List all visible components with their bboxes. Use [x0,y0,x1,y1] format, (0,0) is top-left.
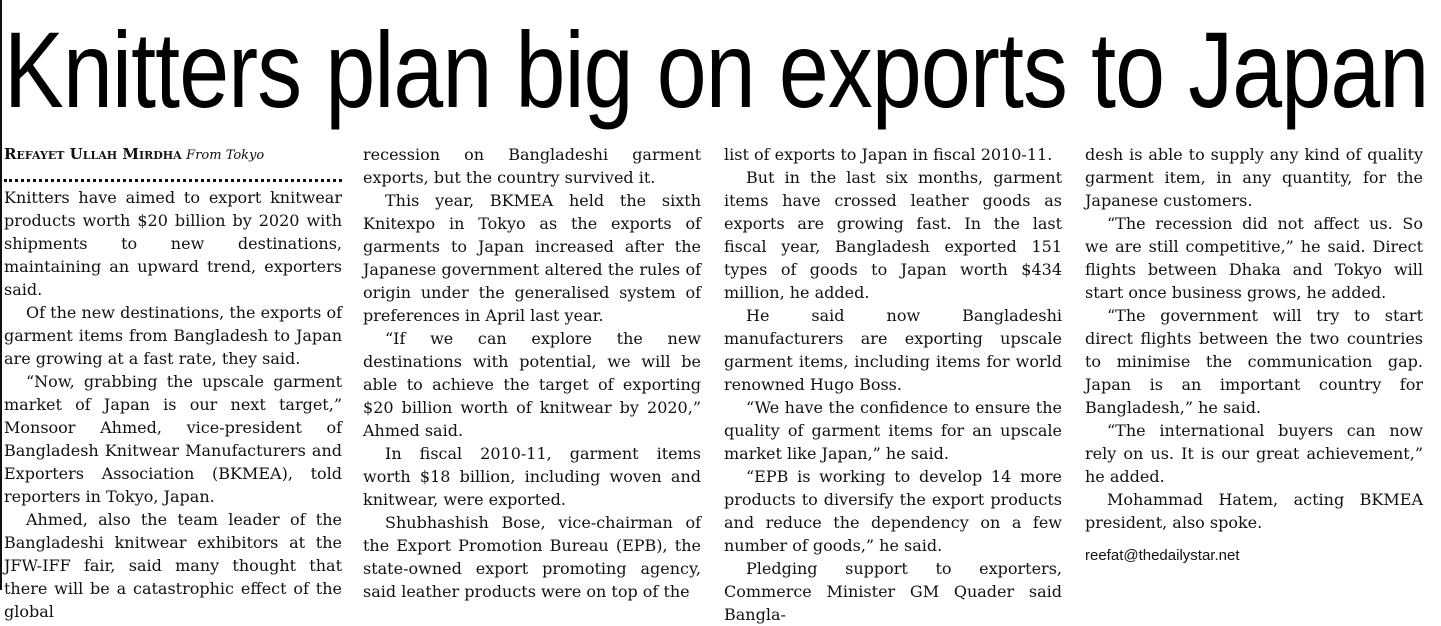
article-column-1 [4,143,342,621]
paragraph: desh is able to supply any kind of quality garment item, in any quantity, for the Japanese customers. [1085,145,1423,210]
paragraph: In fiscal 2010-11, garment items worth $18 billion, including woven and knitwear, were exported. [363,444,701,509]
paragraph: He said now Bangladeshi manufacturers are exporting upscale garment items, including items for world renowned Hugo Boss. [724,306,1062,394]
paragraph: “Now, grabbing the upscale garment market of Japan is our next target,” Monsoor Ahmed, vice-president of Bangladesh Knitwear Manufacturers and Exporters Association (BKMEA), told reporters in Tokyo, Japan. [4,372,342,506]
paragraph: Pledging support to exporters, Commerce Minister GM Quader said Bangla- [724,559,1062,624]
author-email: reefat@thedailystar.net [1085,547,1240,564]
byline-location: From Tokyo [186,148,265,163]
paragraph: Mohammad Hatem, acting BKMEA president, also spoke. [1085,490,1423,532]
paragraph: “The recession did not affect us. So we are still competitive,” he said. Direct flights between Dhaka and Tokyo will start once business grows, he added. [1085,214,1423,302]
left-column-rule [0,0,2,590]
paragraph: Knitters have aimed to export knitwear products worth $20 billion by 2020 with shipments to new destinations, maintaining an upward trend, exporters said. [4,188,342,299]
paragraph: Ahmed, also the team leader of the Bangladeshi knitwear exhibitors at the JFW-IFF fair, said many thought that there will be a catastrophic effect of the global [4,510,342,621]
paragraph: Of the new destinations, the exports of garment items from Bangladesh to Japan are growing at a fast rate, they said. [4,303,342,368]
paragraph: “EPB is working to develop 14 more products to diversify the export products and reduce the dependency on a few number of goods,” he said. [724,467,1062,555]
article-column-2 [363,143,701,601]
byline-dotted-rule [4,167,342,182]
paragraph: “The government will try to start direct flights between the two countries to minimise the communication gap. Japan is an important country for Bangladesh,” he said. [1085,306,1423,417]
paragraph: “The international buyers can now rely on us. It is our great achievement,” he added. [1085,421,1423,486]
article-column-3 [724,143,1062,624]
paragraph: Shubhashish Bose, vice-chairman of the Export Promotion Bureau (EPB), the state-owned export promoting agency, said leather products were on top of the [363,513,701,601]
headline: Knitters plan big on exports to Japan [4,9,1429,130]
paragraph: list of exports to Japan in fiscal 2010-11. [724,145,1053,164]
paragraph: This year, BKMEA held the sixth Knitexpo in Tokyo as the exports of garments to Japan increased after the Japanese government altered the rules of origin under the generalised system of preferences in April last year. [363,191,701,325]
paragraph: recession on Bangladeshi garment exports, but the country survived it. [363,145,701,187]
byline-author: Refayet Ullah Mirdha [4,145,182,163]
paragraph: “We have the confidence to ensure the quality of garment items for an upscale market like Japan,” he said. [724,398,1062,463]
article-column-4 [1085,143,1423,588]
paragraph: But in the last six months, garment items have crossed leather goods as exports are growing fast. In the last fiscal year, Bangladesh exported 151 types of goods to Japan worth $434 million, he added. [724,168,1062,302]
paragraph: “If we can explore the new destinations with potential, we will be able to achieve the target of exporting $20 billion worth of knitwear by 2020,” Ahmed said. [363,329,701,440]
byline [4,143,342,167]
